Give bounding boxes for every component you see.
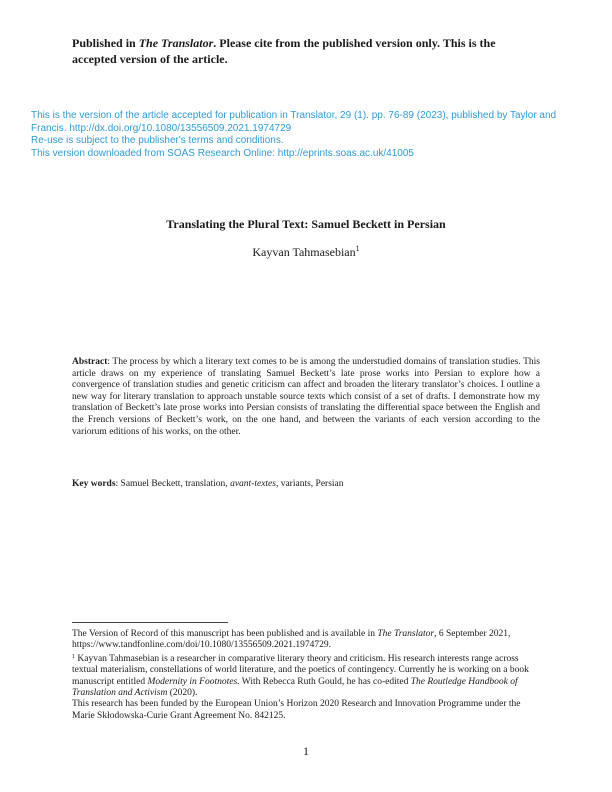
- abstract-text: : The process by which a literary text comes to be is among the understudied domains of translation studies. This article draws on my experience of translating Samuel Beckett’s late prose works into Persian to explore how a convergence of translation studies and genetic criticism can affect and broaden the literary translator’s choices. I outline a new way for literary translation to approach unstable source texts which consist of a set of drafts. I demonstrate how my translation of Beckett’s late prose works into Persian consists of translating the differential space between the English and the French versions of Beckett’s work, on the one hand, and between the variants of each version according to the variorum editions of his works, on the other.: [72, 357, 540, 437]
- notice-suffix: . Please cite from the published version only. This is the accepted version of the article.: [72, 36, 496, 66]
- abstract: [72, 357, 540, 438]
- footnotes: [72, 629, 544, 722]
- abstract-label: Abstract: [72, 357, 108, 367]
- notice-prefix: Published in: [72, 36, 139, 50]
- footnote-book-2: The Routledge Handbook of Translation and Activism: [72, 676, 518, 699]
- footnote-mark: 1: [72, 653, 75, 660]
- notice-journal: The Translator: [138, 36, 214, 50]
- keywords-before: : Samuel Beckett, translation,: [115, 479, 231, 489]
- author-line: [0, 244, 612, 260]
- record-prefix: The Version of Record of this manuscript has been published and is available in: [72, 629, 378, 639]
- author-footnote-mark[interactable]: 1: [355, 244, 360, 253]
- article-title: Translating the Plural Text: Samuel Beckett in Persian: [166, 217, 446, 231]
- footnote-suffix: (2020).: [167, 688, 198, 699]
- footnote-mid: . With Rebecca Ruth Gould, he has co-edited: [237, 676, 411, 687]
- keywords-italic: avant-textes: [230, 479, 276, 489]
- keywords-label: Key words: [72, 479, 116, 489]
- footnote-prefix: Kayvan Tahmasebian is a researcher in comparative literary theory and criticism. His research interests range across textual materialism, constellations of world literature, and the poetics of contingency. Currently he is working on a book manuscript entitled: [72, 653, 529, 687]
- author-footnote: [72, 652, 544, 700]
- keywords-after: , variants, Persian: [275, 479, 344, 489]
- repository-statement: [31, 110, 591, 160]
- version-of-record-note: [72, 629, 544, 652]
- record-journal: The Translator: [377, 629, 435, 639]
- repository-line-3[interactable]: This version downloaded from SOAS Research Online: http://eprints.soas.ac.uk/41005: [31, 147, 414, 159]
- funding-note: This research has been funded by the European Union’s Horizon 2020 Research and Innovation Programme under the Marie Skłodowska-Curie Grant Agreement No. 842125.: [72, 699, 521, 721]
- footnote-book-1: Modernity in Footnotes: [147, 676, 238, 687]
- keywords: [72, 478, 540, 490]
- page-number: 1: [303, 744, 309, 758]
- record-suffix[interactable]: , 6 September 2021, https://www.tandfonline.com/doi/10.1080/13556509.2021.1974729.: [72, 629, 511, 651]
- repository-line-1[interactable]: This is the version of the article accepted for publication in Translator, 29 (1). pp. 76-89 (2023), published by Taylor and Francis. http://dx.doi.org/10.1080/13556509.2021.1974729: [31, 110, 557, 134]
- publication-notice: [72, 35, 532, 67]
- author-name: Kayvan Tahmasebian: [252, 245, 356, 259]
- repository-line-2: Re-use is subject to the publisher's terms and conditions.: [31, 135, 284, 146]
- footnote-divider: [72, 622, 228, 623]
